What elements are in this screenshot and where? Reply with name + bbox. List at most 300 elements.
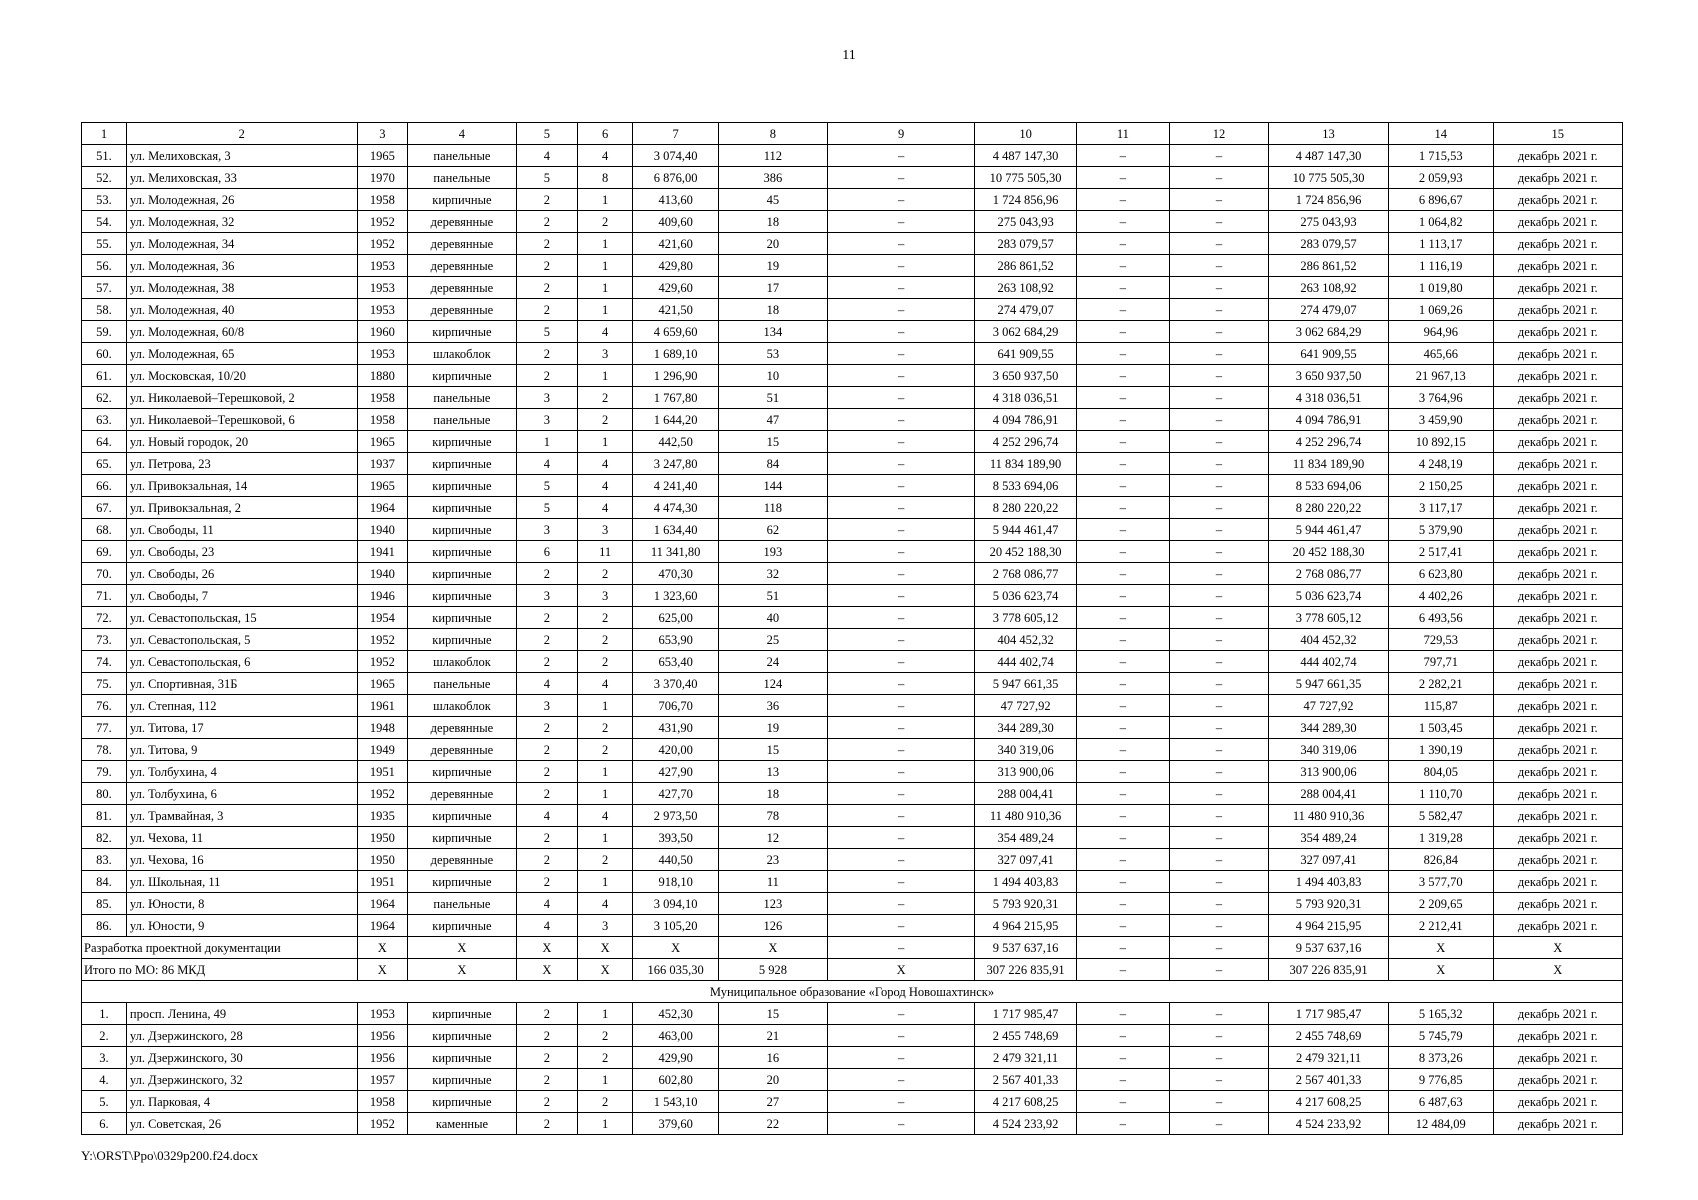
table-cell: 5 928 xyxy=(718,959,827,981)
table-cell: 706,70 xyxy=(633,695,718,717)
table-cell: – xyxy=(1169,739,1268,761)
table-cell: 11 xyxy=(577,541,633,563)
table-cell: 2 xyxy=(577,849,633,871)
table-cell: ул. Свободы, 7 xyxy=(126,585,357,607)
table-cell: 1952 xyxy=(357,629,407,651)
table-cell: ул. Николаевой–Терешковой, 2 xyxy=(126,387,357,409)
table-cell: декабрь 2021 г. xyxy=(1493,167,1622,189)
section-row xyxy=(82,981,1623,1003)
summary-label: Разработка проектной документации xyxy=(82,937,358,959)
table-cell: декабрь 2021 г. xyxy=(1493,805,1622,827)
table-cell: 354 489,24 xyxy=(1269,827,1389,849)
table-cell: ул. Молодежная, 34 xyxy=(126,233,357,255)
table-cell: 134 xyxy=(718,321,827,343)
table-cell: – xyxy=(1076,475,1169,497)
table-cell: кирпичные xyxy=(407,563,516,585)
table-cell: 6 xyxy=(516,541,577,563)
table-cell: 4 241,40 xyxy=(633,475,718,497)
table-cell: 1965 xyxy=(357,673,407,695)
table-cell: 3 xyxy=(577,343,633,365)
table-cell: – xyxy=(1076,277,1169,299)
column-number-cell: 1 xyxy=(82,123,127,145)
table-cell: 2 xyxy=(577,1025,633,1047)
table-cell: 11 480 910,36 xyxy=(1269,805,1389,827)
table-cell: 166 035,30 xyxy=(633,959,718,981)
table-cell: 11 341,80 xyxy=(633,541,718,563)
table-cell: 11 834 189,90 xyxy=(1269,453,1389,475)
table-cell: 3 xyxy=(516,387,577,409)
table-cell: – xyxy=(1169,453,1268,475)
table-cell: ул. Молодежная, 60/8 xyxy=(126,321,357,343)
table-cell: 71. xyxy=(82,585,127,607)
table-row xyxy=(82,761,1623,783)
table-cell: 84. xyxy=(82,871,127,893)
table-cell: 641 909,55 xyxy=(1269,343,1389,365)
table-cell: 1 319,28 xyxy=(1388,827,1493,849)
table-cell: – xyxy=(1169,585,1268,607)
table-cell: 1 xyxy=(577,827,633,849)
table-cell: 2 xyxy=(516,189,577,211)
table-cell: 440,50 xyxy=(633,849,718,871)
table-cell: декабрь 2021 г. xyxy=(1493,431,1622,453)
table-cell: панельные xyxy=(407,167,516,189)
table-cell: 144 xyxy=(718,475,827,497)
table-cell: 5 xyxy=(516,497,577,519)
table-cell: 20 xyxy=(718,233,827,255)
column-number-cell: 7 xyxy=(633,123,718,145)
table-cell: 2 xyxy=(516,1113,577,1135)
table-cell: 641 909,55 xyxy=(975,343,1077,365)
table-cell: декабрь 2021 г. xyxy=(1493,299,1622,321)
table-cell: 8 533 694,06 xyxy=(975,475,1077,497)
table-cell: 1961 xyxy=(357,695,407,717)
table-cell: 3 094,10 xyxy=(633,893,718,915)
table-cell: 18 xyxy=(718,299,827,321)
table-cell: 3 xyxy=(516,409,577,431)
table-cell: 2 xyxy=(516,1025,577,1047)
table-row xyxy=(82,585,1623,607)
table-cell: декабрь 2021 г. xyxy=(1493,585,1622,607)
table-cell: декабрь 2021 г. xyxy=(1493,255,1622,277)
table-cell: 55. xyxy=(82,233,127,255)
table-cell: 1958 xyxy=(357,409,407,431)
table-cell: 653,40 xyxy=(633,651,718,673)
table-cell: 1941 xyxy=(357,541,407,563)
table-cell: – xyxy=(827,299,974,321)
table-cell: кирпичные xyxy=(407,1003,516,1025)
table-cell: декабрь 2021 г. xyxy=(1493,321,1622,343)
table-cell: – xyxy=(1169,937,1268,959)
table-cell: декабрь 2021 г. xyxy=(1493,233,1622,255)
table-cell: 465,66 xyxy=(1388,343,1493,365)
table-cell: ул. Юности, 8 xyxy=(126,893,357,915)
table-cell: 1965 xyxy=(357,475,407,497)
table-cell: 118 xyxy=(718,497,827,519)
table-row xyxy=(82,167,1623,189)
table-cell: 4 xyxy=(577,497,633,519)
table-cell: – xyxy=(1076,387,1169,409)
table-cell: 1 110,70 xyxy=(1388,783,1493,805)
table-cell: 12 484,09 xyxy=(1388,1113,1493,1135)
table-cell: ул. Свободы, 26 xyxy=(126,563,357,585)
table-cell: декабрь 2021 г. xyxy=(1493,893,1622,915)
table-cell: декабрь 2021 г. xyxy=(1493,783,1622,805)
table-cell: 78 xyxy=(718,805,827,827)
table-cell: 1958 xyxy=(357,387,407,409)
table-cell: 1 390,19 xyxy=(1388,739,1493,761)
table-cell: кирпичные xyxy=(407,607,516,629)
table-cell: 8 533 694,06 xyxy=(1269,475,1389,497)
table-cell: – xyxy=(827,1069,974,1091)
table-cell: 1964 xyxy=(357,915,407,937)
table-cell: 2 973,50 xyxy=(633,805,718,827)
table-cell: 964,96 xyxy=(1388,321,1493,343)
table-row xyxy=(82,827,1623,849)
table-cell: 2 517,41 xyxy=(1388,541,1493,563)
table-cell: 442,50 xyxy=(633,431,718,453)
table-cell: шлакоблок xyxy=(407,695,516,717)
table-cell: 2 282,21 xyxy=(1388,673,1493,695)
table-cell: 3 xyxy=(516,519,577,541)
table-cell: 4 964 215,95 xyxy=(975,915,1077,937)
table-cell: 74. xyxy=(82,651,127,673)
table-cell: 4 402,26 xyxy=(1388,585,1493,607)
table-cell: 2 xyxy=(577,409,633,431)
table-cell: 1952 xyxy=(357,1113,407,1135)
table-cell: 1880 xyxy=(357,365,407,387)
table-cell: 797,71 xyxy=(1388,651,1493,673)
table-cell: – xyxy=(827,145,974,167)
table-cell: декабрь 2021 г. xyxy=(1493,739,1622,761)
table-cell: 1953 xyxy=(357,255,407,277)
table-cell: 3 xyxy=(577,519,633,541)
table-cell: – xyxy=(827,277,974,299)
table-cell: 75. xyxy=(82,673,127,695)
table-cell: – xyxy=(1169,189,1268,211)
table-cell: ул. Молодежная, 36 xyxy=(126,255,357,277)
table-cell: кирпичные xyxy=(407,453,516,475)
table-cell: кирпичные xyxy=(407,475,516,497)
table-cell: 20 xyxy=(718,1069,827,1091)
table-cell: 2 xyxy=(516,365,577,387)
table-cell: декабрь 2021 г. xyxy=(1493,1113,1622,1135)
table-cell: 1960 xyxy=(357,321,407,343)
table-cell: 1 xyxy=(577,761,633,783)
table-cell: 4 524 233,92 xyxy=(975,1113,1077,1135)
table-cell: 1964 xyxy=(357,497,407,519)
table-cell: – xyxy=(827,937,974,959)
table-cell: – xyxy=(827,1113,974,1135)
table-cell: ул. Дзержинского, 32 xyxy=(126,1069,357,1091)
table-cell: – xyxy=(827,541,974,563)
table-cell: 69. xyxy=(82,541,127,563)
table-cell: 3 xyxy=(577,915,633,937)
column-number-cell: 12 xyxy=(1169,123,1268,145)
table-cell: 1 xyxy=(577,233,633,255)
table-cell: ул. Парковая, 4 xyxy=(126,1091,357,1113)
table-cell: 2 xyxy=(516,299,577,321)
table-cell: 4 487 147,30 xyxy=(1269,145,1389,167)
table-cell: 1 724 856,96 xyxy=(975,189,1077,211)
table-cell: 5 036 623,74 xyxy=(975,585,1077,607)
table-cell: – xyxy=(1076,849,1169,871)
table-row xyxy=(82,343,1623,365)
table-cell: 11 834 189,90 xyxy=(975,453,1077,475)
table-cell: 1 xyxy=(577,783,633,805)
file-path-footer: Y:\ORST\Ppo\0329p200.f24.docx xyxy=(81,1148,259,1163)
table-cell: 2 xyxy=(516,255,577,277)
table-cell: 1 xyxy=(577,1069,633,1091)
table-cell: 286 861,52 xyxy=(975,255,1077,277)
table-cell: 2 567 401,33 xyxy=(975,1069,1077,1091)
table-cell: 1 644,20 xyxy=(633,409,718,431)
table-cell: 1956 xyxy=(357,1025,407,1047)
table-cell: декабрь 2021 г. xyxy=(1493,497,1622,519)
table-cell: 463,00 xyxy=(633,1025,718,1047)
table-cell: – xyxy=(827,453,974,475)
table-cell: 5 xyxy=(516,167,577,189)
table-cell: 80. xyxy=(82,783,127,805)
table-cell: 1 069,26 xyxy=(1388,299,1493,321)
table-cell: 65. xyxy=(82,453,127,475)
table-cell: X xyxy=(633,937,718,959)
table-cell: – xyxy=(827,1025,974,1047)
table-cell: – xyxy=(1076,1003,1169,1025)
table-cell: – xyxy=(827,849,974,871)
table-cell: 1. xyxy=(82,1003,127,1025)
table-cell: – xyxy=(1169,563,1268,585)
table-cell: 1953 xyxy=(357,277,407,299)
table-cell: – xyxy=(1076,871,1169,893)
table-cell: 1950 xyxy=(357,849,407,871)
table-cell: – xyxy=(1169,651,1268,673)
table-cell: – xyxy=(827,343,974,365)
table-cell: 1952 xyxy=(357,651,407,673)
table-row xyxy=(82,1113,1623,1135)
table-cell: – xyxy=(1169,1113,1268,1135)
table-cell: 17 xyxy=(718,277,827,299)
table-cell: декабрь 2021 г. xyxy=(1493,651,1622,673)
table-cell: декабрь 2021 г. xyxy=(1493,387,1622,409)
table-row xyxy=(82,255,1623,277)
table-cell: X xyxy=(1388,959,1493,981)
table-cell: – xyxy=(827,695,974,717)
table-cell: 8 280 220,22 xyxy=(975,497,1077,519)
table-cell: 6 487,63 xyxy=(1388,1091,1493,1113)
table-cell: – xyxy=(827,739,974,761)
table-cell: 1958 xyxy=(357,1091,407,1113)
table-cell: 86. xyxy=(82,915,127,937)
table-cell: 2 xyxy=(577,607,633,629)
table-cell: 444 402,74 xyxy=(1269,651,1389,673)
table-cell: X xyxy=(407,937,516,959)
table-cell: 10 775 505,30 xyxy=(1269,167,1389,189)
table-cell: 63. xyxy=(82,409,127,431)
table-cell: 1965 xyxy=(357,145,407,167)
table-cell: 1953 xyxy=(357,1003,407,1025)
table-cell: декабрь 2021 г. xyxy=(1493,211,1622,233)
table-cell: ул. Николаевой–Терешковой, 6 xyxy=(126,409,357,431)
table-cell: – xyxy=(1076,321,1169,343)
table-cell: 20 452 188,30 xyxy=(975,541,1077,563)
table-cell: 283 079,57 xyxy=(975,233,1077,255)
table-cell: – xyxy=(1169,1091,1268,1113)
table-cell: – xyxy=(1169,915,1268,937)
table-cell: ул. Дзержинского, 28 xyxy=(126,1025,357,1047)
table-cell: 5 947 661,35 xyxy=(975,673,1077,695)
table-cell: 1 xyxy=(516,431,577,453)
table-cell: 1 767,80 xyxy=(633,387,718,409)
table-cell: 3 062 684,29 xyxy=(1269,321,1389,343)
table-cell: 2. xyxy=(82,1025,127,1047)
table-cell: 83. xyxy=(82,849,127,871)
table-cell: – xyxy=(1169,497,1268,519)
table-cell: 1 715,53 xyxy=(1388,145,1493,167)
table-cell: 82. xyxy=(82,827,127,849)
table-cell: декабрь 2021 г. xyxy=(1493,915,1622,937)
table-cell: 379,60 xyxy=(633,1113,718,1135)
table-cell: 2 455 748,69 xyxy=(975,1025,1077,1047)
table-cell: – xyxy=(1169,871,1268,893)
table-cell: деревянные xyxy=(407,255,516,277)
table-cell: декабрь 2021 г. xyxy=(1493,145,1622,167)
table-cell: – xyxy=(1076,1069,1169,1091)
table-row xyxy=(82,563,1623,585)
table-cell: декабрь 2021 г. xyxy=(1493,541,1622,563)
table-cell: – xyxy=(1076,145,1169,167)
table-cell: – xyxy=(1076,959,1169,981)
table-cell: 4 xyxy=(577,475,633,497)
table-cell: деревянные xyxy=(407,299,516,321)
column-number-cell: 9 xyxy=(827,123,974,145)
table-cell: 275 043,93 xyxy=(975,211,1077,233)
table-cell: – xyxy=(1169,343,1268,365)
table-cell: панельные xyxy=(407,387,516,409)
table-cell: декабрь 2021 г. xyxy=(1493,1069,1622,1091)
table-cell: 327 097,41 xyxy=(1269,849,1389,871)
table-cell: 4 474,30 xyxy=(633,497,718,519)
table-cell: – xyxy=(827,233,974,255)
table-cell: 2 479 321,11 xyxy=(975,1047,1077,1069)
column-number-cell: 3 xyxy=(357,123,407,145)
table-cell: 4 xyxy=(516,805,577,827)
table-cell: кирпичные xyxy=(407,871,516,893)
table-cell: – xyxy=(1169,365,1268,387)
column-number-cell: 8 xyxy=(718,123,827,145)
table-cell: ул. Толбухина, 4 xyxy=(126,761,357,783)
table-cell: 21 xyxy=(718,1025,827,1047)
table-cell: 84 xyxy=(718,453,827,475)
table-row xyxy=(82,431,1623,453)
table-cell: 64. xyxy=(82,431,127,453)
table-row xyxy=(82,409,1623,431)
table-cell: – xyxy=(1076,519,1169,541)
table-cell: – xyxy=(1076,739,1169,761)
table-cell: 429,60 xyxy=(633,277,718,299)
table-cell: 1 xyxy=(577,871,633,893)
table-cell: 6 876,00 xyxy=(633,167,718,189)
table-cell: 20 452 188,30 xyxy=(1269,541,1389,563)
table-cell: 2 xyxy=(516,849,577,871)
table-cell: 2 xyxy=(516,1091,577,1113)
table-cell: – xyxy=(827,1003,974,1025)
table-row xyxy=(82,893,1623,915)
table-cell: 3 117,17 xyxy=(1388,497,1493,519)
table-cell: 9 537 637,16 xyxy=(1269,937,1389,959)
table-cell: 1937 xyxy=(357,453,407,475)
table-cell: 1949 xyxy=(357,739,407,761)
table-cell: 47 xyxy=(718,409,827,431)
table-cell: 1952 xyxy=(357,233,407,255)
table-cell: – xyxy=(1169,783,1268,805)
table-cell: 1950 xyxy=(357,827,407,849)
column-number-cell: 11 xyxy=(1076,123,1169,145)
table-cell: деревянные xyxy=(407,849,516,871)
table-cell: кирпичные xyxy=(407,915,516,937)
table-cell: 2 xyxy=(516,761,577,783)
table-row xyxy=(82,519,1623,541)
table-cell: 3 062 684,29 xyxy=(975,321,1077,343)
table-cell: ул. Молодежная, 38 xyxy=(126,277,357,299)
table-cell: – xyxy=(1076,431,1169,453)
table-cell: 19 xyxy=(718,717,827,739)
table-row xyxy=(82,145,1623,167)
table-cell: ул. Чехова, 11 xyxy=(126,827,357,849)
table-row xyxy=(82,189,1623,211)
table-cell: 1 494 403,83 xyxy=(1269,871,1389,893)
table-cell: ул. Советская, 26 xyxy=(126,1113,357,1135)
table-cell: декабрь 2021 г. xyxy=(1493,563,1622,585)
table-row xyxy=(82,321,1623,343)
table-cell: деревянные xyxy=(407,717,516,739)
table-cell: панельные xyxy=(407,893,516,915)
table-cell: 1 724 856,96 xyxy=(1269,189,1389,211)
table-cell: – xyxy=(1076,167,1169,189)
column-number-cell: 2 xyxy=(126,123,357,145)
table-cell: кирпичные xyxy=(407,189,516,211)
table-cell: ул. Молодежная, 65 xyxy=(126,343,357,365)
table-cell: 79. xyxy=(82,761,127,783)
table-cell: декабрь 2021 г. xyxy=(1493,519,1622,541)
table-cell: 77. xyxy=(82,717,127,739)
table-cell: 66. xyxy=(82,475,127,497)
table-cell: 5 944 461,47 xyxy=(975,519,1077,541)
table-cell: 4 217 608,25 xyxy=(1269,1091,1389,1113)
table-cell: 3. xyxy=(82,1047,127,1069)
table-cell: декабрь 2021 г. xyxy=(1493,1091,1622,1113)
table-cell: 1953 xyxy=(357,343,407,365)
table-cell: 58. xyxy=(82,299,127,321)
table-cell: 4 252 296,74 xyxy=(1269,431,1389,453)
table-cell: 2 xyxy=(516,607,577,629)
table-cell: – xyxy=(827,585,974,607)
table-cell: 47 727,92 xyxy=(1269,695,1389,717)
table-cell: – xyxy=(1169,805,1268,827)
table-cell: 1 xyxy=(577,255,633,277)
table-cell: 51. xyxy=(82,145,127,167)
table-cell: 1964 xyxy=(357,893,407,915)
table-cell: 4 xyxy=(577,805,633,827)
table-cell: декабрь 2021 г. xyxy=(1493,849,1622,871)
table-cell: ул. Чехова, 16 xyxy=(126,849,357,871)
table-cell: 1 xyxy=(577,277,633,299)
table-cell: ул. Привокзальная, 14 xyxy=(126,475,357,497)
table-cell: ул. Степная, 112 xyxy=(126,695,357,717)
table-cell: – xyxy=(827,607,974,629)
table-row xyxy=(82,497,1623,519)
table-cell: 602,80 xyxy=(633,1069,718,1091)
table-cell: ул. Петрова, 23 xyxy=(126,453,357,475)
